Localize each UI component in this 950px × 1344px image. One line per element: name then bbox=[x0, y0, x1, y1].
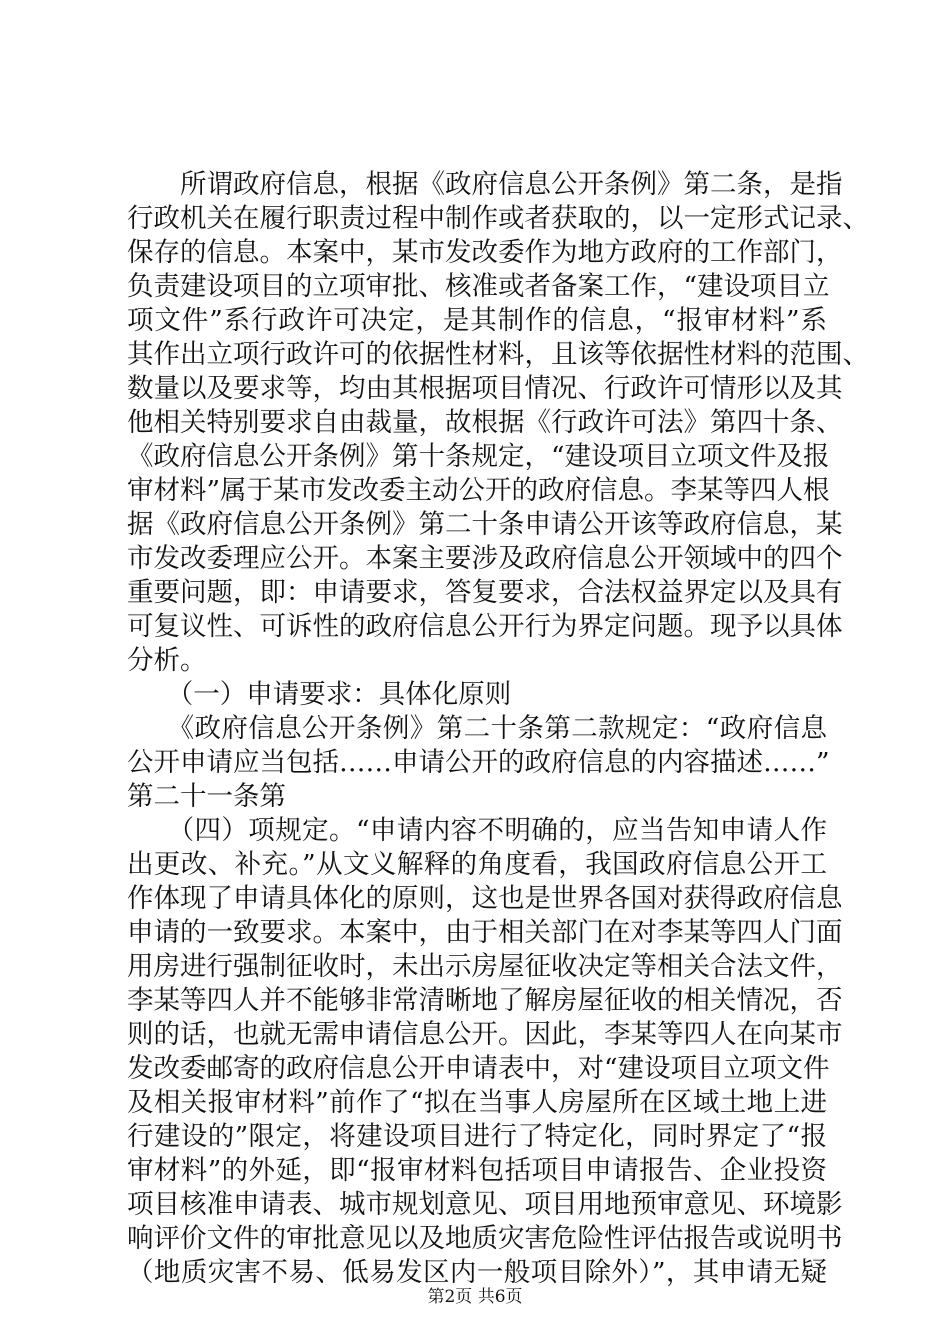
text-line: 响评价文件的审批意见以及地质灾害危险性评估报告或说明书 bbox=[127, 1223, 843, 1254]
page-footer: 第2页 共6页 bbox=[427, 1287, 523, 1307]
text-line: （四）项规定。“申请内容不明确的，应当告知申请人作 bbox=[127, 815, 827, 846]
text-line: 保存的信息。本案中，某市发改委作为地方政府的工作部门， bbox=[127, 237, 843, 268]
text-line: 重要问题，即：申请要求，答复要求，合法权益界定以及具有 bbox=[127, 577, 843, 608]
text-line: 所谓政府信息，根据《政府信息公开条例》第二条，是指 bbox=[127, 169, 843, 200]
text-line: 第二十一条第 bbox=[127, 781, 286, 812]
text-line: 审材料”属于某市发改委主动公开的政府信息。李某等四人根 bbox=[127, 475, 830, 506]
text-line: 市发改委理应公开。本案主要涉及政府信息公开领域中的四个 bbox=[127, 543, 843, 574]
text-line: 则的话，也就无需申请信息公开。因此，李某等四人在向某市 bbox=[127, 1019, 843, 1050]
text-line: 及相关报审材料”前作了“拟在当事人房屋所在区域土地上进 bbox=[127, 1087, 827, 1118]
text-line: 可复议性、可诉性的政府信息公开行为界定问题。现予以具体 bbox=[127, 611, 843, 642]
text-line: 《政府信息公开条例》第十条规定，“建设项目立项文件及报 bbox=[127, 441, 830, 472]
text-line: 负责建设项目的立项审批、核准或者备案工作，“建设项目立 bbox=[127, 271, 830, 302]
text-line: 项目核准申请表、城市规划意见、项目用地预审意见、环境影 bbox=[127, 1189, 843, 1220]
text-line: 分析。 bbox=[127, 645, 207, 676]
text-line: 出更改、补充。”从文义解释的角度看，我国政府信息公开工 bbox=[127, 849, 827, 880]
text-line: 行政机关在履行职责过程中制作或者获取的，以一定形式记录、 bbox=[127, 203, 869, 234]
text-line: （一）申请要求：具体化原则 bbox=[127, 679, 512, 710]
text-line: 李某等四人并不能够非常清晰地了解房屋征收的相关情况，否 bbox=[127, 985, 843, 1016]
text-line: 项文件”系行政许可决定，是其制作的信息，“报审材料”系 bbox=[127, 305, 827, 336]
text-line: 作体现了申请具体化的原则，这也是世界各国对获得政府信息 bbox=[127, 883, 843, 914]
text-line: 申请的一致要求。本案中，由于相关部门在对李某等四人门面 bbox=[127, 917, 843, 948]
text-line: 用房进行强制征收时，未出示房屋征收决定等相关合法文件， bbox=[127, 951, 843, 982]
body-text bbox=[127, 168, 869, 1290]
text-line: 数量以及要求等，均由其根据项目情况、行政许可情形以及其 bbox=[127, 373, 843, 404]
text-line: 据《政府信息公开条例》第二十条申请公开该等政府信息，某 bbox=[127, 509, 843, 540]
text-line: 发改委邮寄的政府信息公开申请表中，对“建设项目立项文件 bbox=[127, 1053, 830, 1084]
text-line: 《政府信息公开条例》第二十条第二款规定：“政府信息 bbox=[127, 713, 827, 744]
text-line: （地质灾害不易、低易发区内一般项目除外）”，其申请无疑 bbox=[127, 1257, 827, 1288]
text-line: 审材料”的外延，即“报审材料包括项目申请报告、企业投资 bbox=[127, 1155, 827, 1186]
text-line: 公开申请应当包括……申请公开的政府信息的内容描述……” bbox=[127, 747, 830, 778]
text-line: 行建设的”限定，将建设项目进行了特定化，同时界定了“报 bbox=[127, 1121, 827, 1152]
text-line: 其作出立项行政许可的依据性材料，且该等依据性材料的范围、 bbox=[127, 339, 869, 370]
text-line: 他相关特别要求自由裁量，故根据《行政许可法》第四十条、 bbox=[127, 407, 843, 438]
